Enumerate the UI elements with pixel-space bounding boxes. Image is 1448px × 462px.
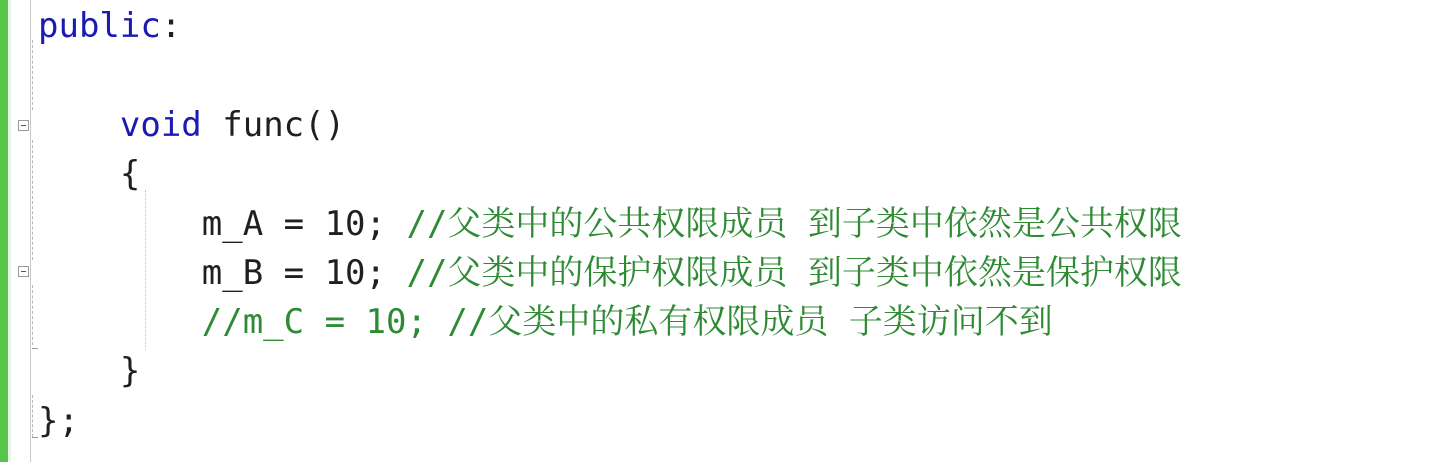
- code-text: :: [160, 6, 182, 46]
- outline-guide: [32, 40, 33, 110]
- comment: //父类中的保护权限成员 到子类中依然是保护权限: [406, 253, 1182, 293]
- code-line-assign-m-a[interactable]: [38, 200, 1182, 248]
- open-brace: {: [119, 154, 141, 194]
- outline-guide: [32, 285, 33, 345]
- code-line-func-declaration[interactable]: [38, 101, 345, 149]
- code-line-close-brace[interactable]: [38, 347, 140, 395]
- statement: m_B = 10;: [201, 253, 407, 293]
- code-line-open-brace[interactable]: [38, 150, 140, 198]
- access-keyword: public: [38, 6, 161, 46]
- outline-guide: [32, 140, 33, 260]
- code-line-class-end[interactable]: [38, 397, 79, 445]
- comment: //父类中的公共权限成员 到子类中依然是公共权限: [406, 204, 1182, 244]
- code-line-public[interactable]: [38, 2, 181, 50]
- type-keyword: void: [119, 105, 202, 145]
- code-line-commented-m-c[interactable]: [38, 298, 1053, 346]
- close-brace: }: [119, 351, 141, 391]
- outline-guide: [32, 395, 33, 437]
- class-end: };: [38, 401, 79, 441]
- collapse-func-icon[interactable]: [18, 120, 29, 131]
- statement: m_A = 10;: [201, 204, 407, 244]
- collapse-region-icon[interactable]: [18, 266, 29, 277]
- change-indicator-bar: [0, 0, 8, 462]
- change-indicator-edge: [8, 0, 11, 462]
- gutter-divider: [30, 0, 31, 462]
- function-signature: func(): [201, 105, 346, 145]
- code-line-assign-m-b[interactable]: [38, 249, 1182, 297]
- comment: //m_C = 10; //父类中的私有权限成员 子类访问不到: [201, 302, 1053, 342]
